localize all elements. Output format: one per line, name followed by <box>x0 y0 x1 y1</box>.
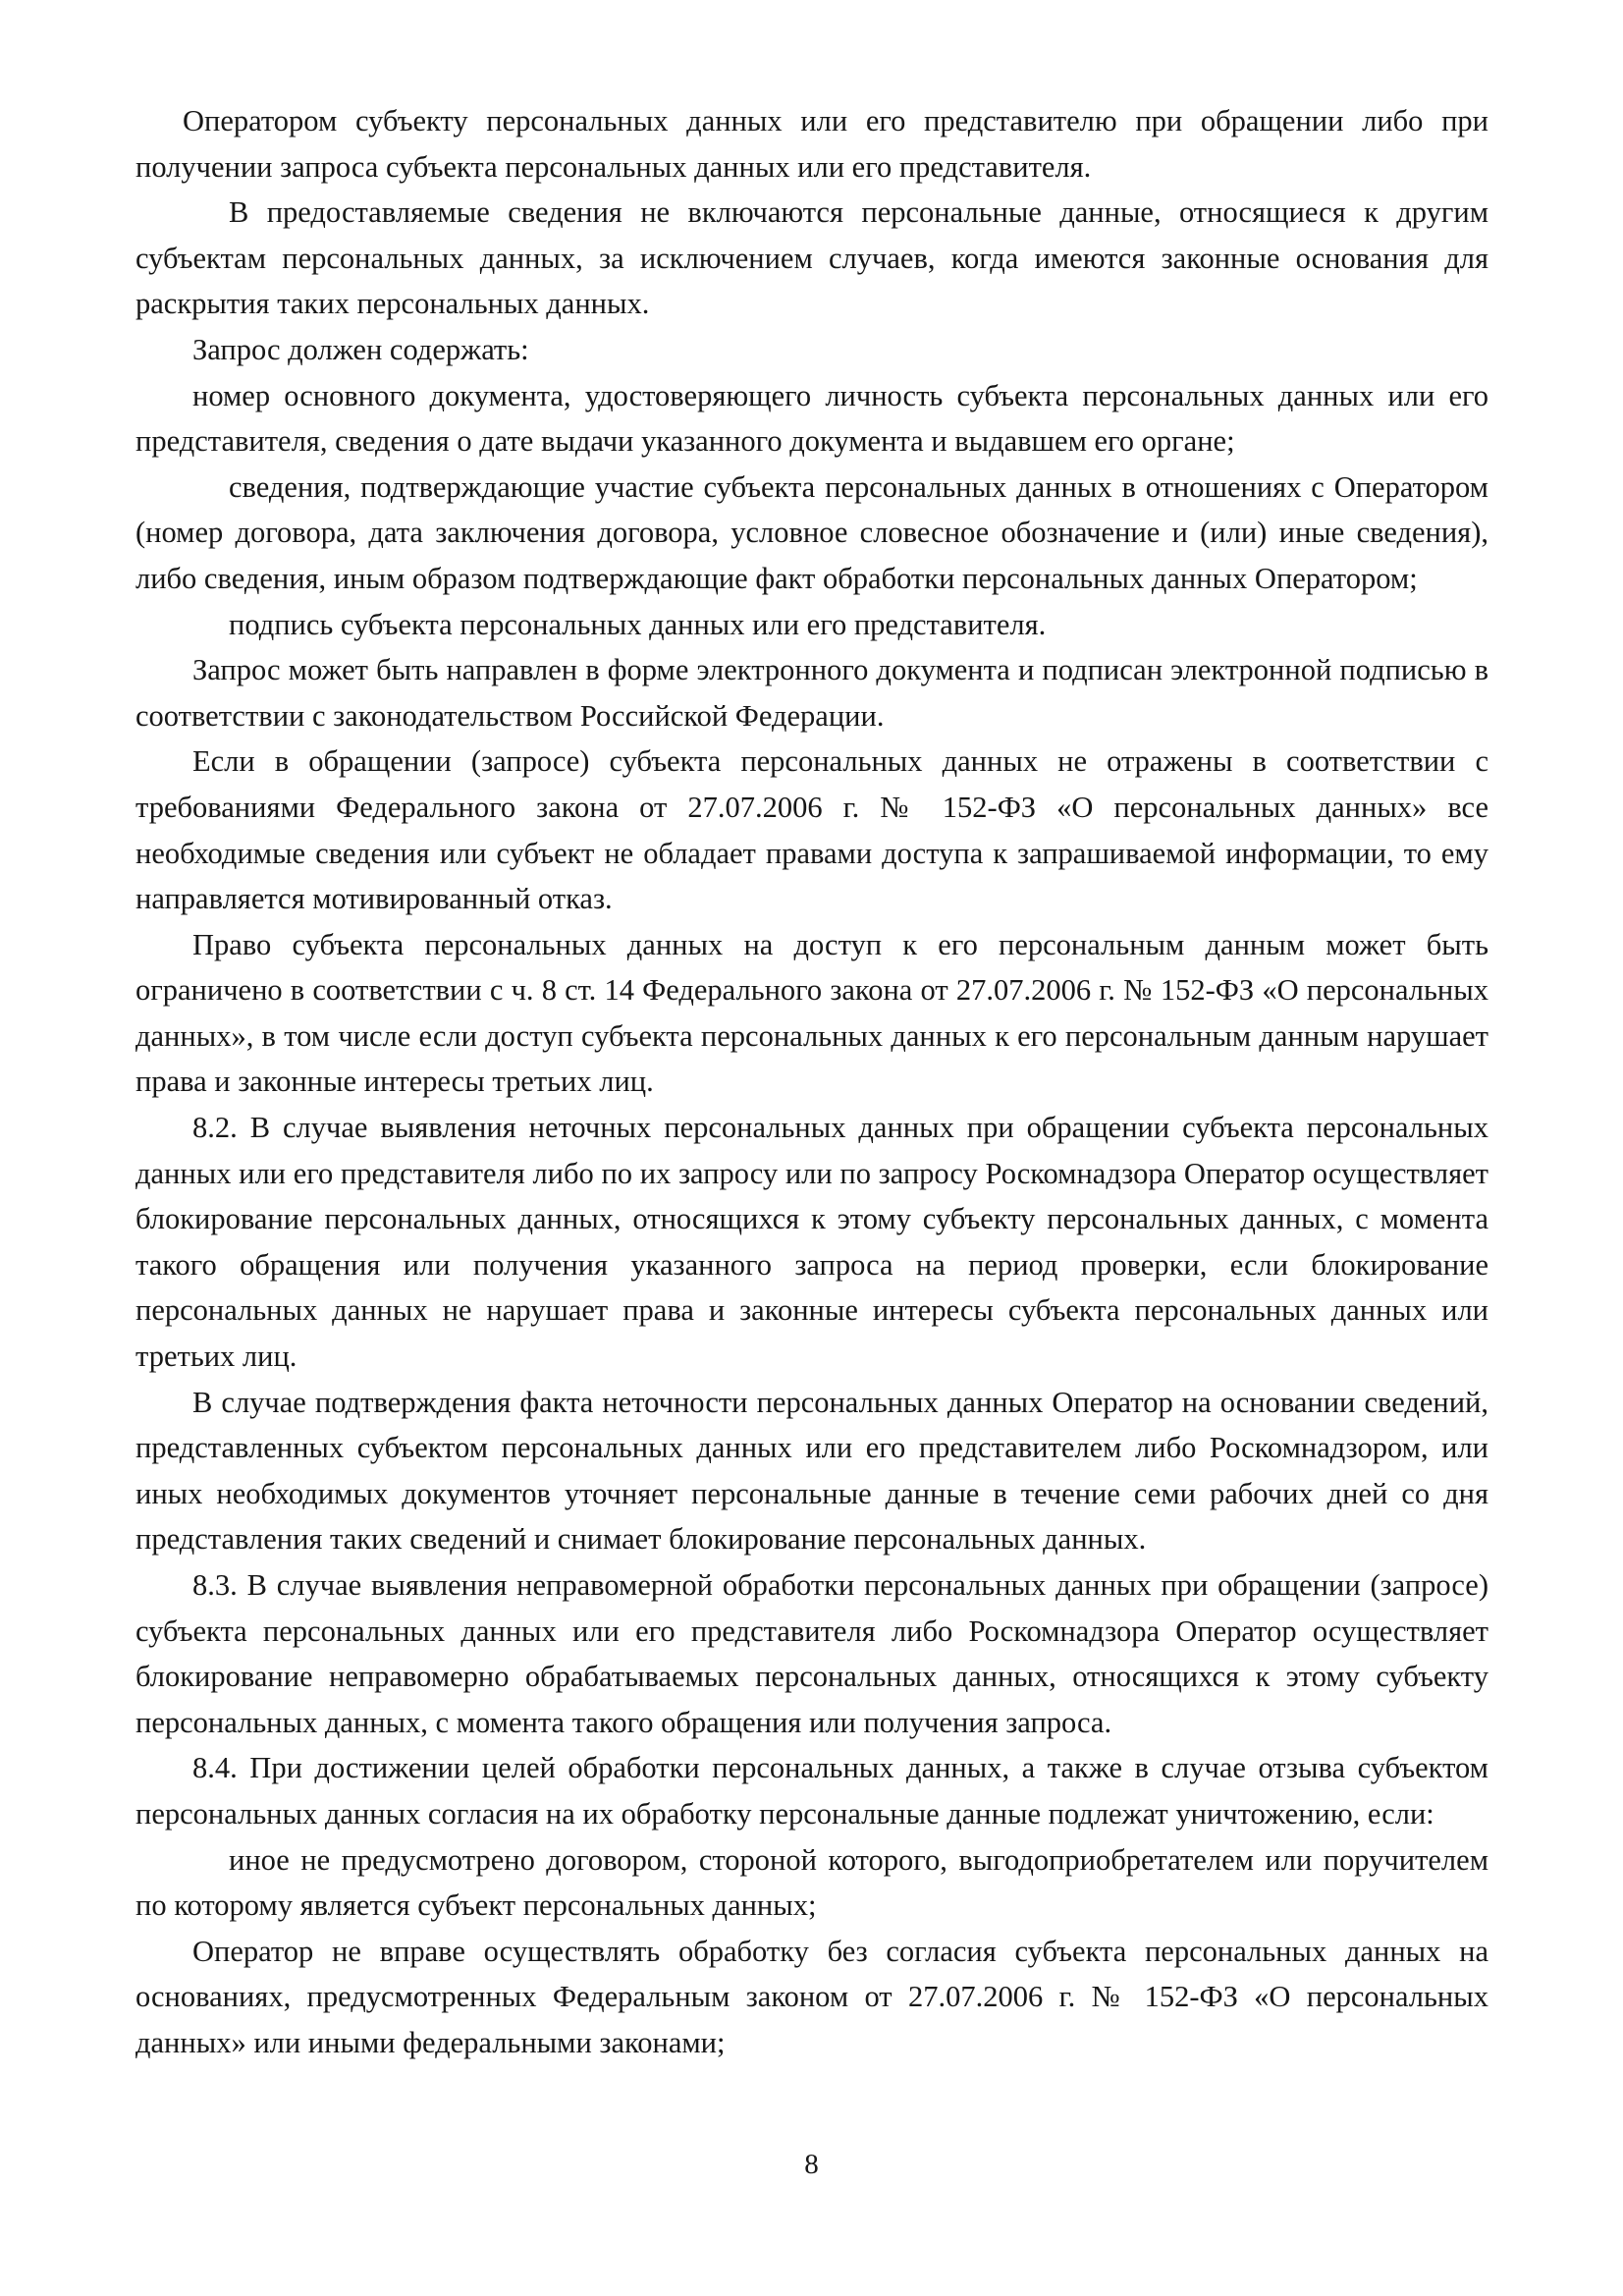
paragraph-access-right-limits: Право субъекта персональных данных на доступ к его персональным данным может быть ограничено в соответствии с ч. 8 ст. 14 Федерального закона от 27.07.2006 г. № 152-ФЗ «О персональных данных», в том числе если доступ субъекта персональных данных к его персональным данным нарушает права и законные интересы третьих лиц. <box>135 927 1488 1099</box>
document-body <box>135 98 1488 2066</box>
paragraph-contract-exception: иное не предусмотрено договором, стороной которого, выгодоприобретателем или поручителем по которому является субъект персональных данных; <box>135 1842 1488 1923</box>
paragraph-confirmation-of-inaccuracy: В случае подтверждения факта неточности персональных данных Оператор на основании сведений, представленных субъектом персональных данных или его представителем либо Роскомнадзором, или иных необходимых документов уточняет персональные данные в течение семи рабочих дней со дня представления таких сведений и снимает блокирование персональных данных. <box>135 1385 1488 1557</box>
paragraph-identity-document-number: номер основного документа, удостоверяющего личность субъекта персональных данных или его представителя, сведения о дате выдачи указанного документа и выдавшем его органе; <box>135 378 1488 459</box>
paragraph-clause-8-3: 8.3. В случае выявления неправомерной обработки персональных данных при обращении (запросе) субъекта персональных данных или его представителя либо Роскомнадзора Оператор осуществляет блокирование неправомерно обрабатываемых персональных данных, относящихся к этому субъекту персональных данных, с момента такого обращения или получения запроса. <box>135 1568 1488 1739</box>
paragraph-no-consent-processing: Оператор не вправе осуществлять обработку без согласия субъекта персональных данных на основаниях, предусмотренных Федеральным законом от 27.07.2006 г. № 152-ФЗ «О персональных данных» или иными федеральными законами; <box>135 1934 1488 2059</box>
paragraph-relationship-confirmation: сведения, подтверждающие участие субъекта персональных данных в отношениях с Оператором (номер договора, дата заключения договора, условное словесное обозначение и (или) иные сведения), либо сведения, иным образом подтверждающие факт обработки персональных данных Оператором; <box>135 469 1488 595</box>
paragraph-provided-info-exclusions: В предоставляемые сведения не включаются персональные данные, относящиеся к другим субъектам персональных данных, за исключением случаев, когда имеются законные основания для раскрытия таких персональных данных. <box>135 195 1488 321</box>
paragraph-electronic-request: Запрос может быть направлен в форме электронного документа и подписан электронной подписью в соответствии с законодательством Российской Федерации. <box>135 653 1488 733</box>
paragraph-signature: подпись субъекта персональных данных или его представителя. <box>229 607 1047 641</box>
paragraph-clause-8-4: 8.4. При достижении целей обработки персональных данных, а также в случае отзыва субъектом персональных данных согласия на их обработку персональные данные подлежат уничтожению, если: <box>135 1751 1488 1831</box>
paragraph-motivated-refusal: Если в обращении (запросе) субъекта персональных данных не отражены в соответствии с требованиями Федерального закона от 27.07.2006 г. № 152-ФЗ «О персональных данных» все необходимые сведения или субъект не обладает правами доступа к запрашиваемой информации, то ему направляется мотивированный отказ. <box>135 744 1488 916</box>
paragraph-request-must-contain: Запрос должен содержать: <box>192 332 529 366</box>
paragraph-operator-subject: Оператором субъекту персональных данных или его представителю при обращении либо при получении запроса субъекта персональных данных или его представителя. <box>135 104 1488 184</box>
paragraph-clause-8-2: 8.2. В случае выявления неточных персональных данных при обращении субъекта персональных данных или его представителя либо по их запросу или по запросу Роскомнадзора Оператор осуществляет блокирование персональных данных, относящихся к этому субъекту персональных данных, с момента такого обращения или получения указанного запроса на период проверки, если блокирование персональных данных не нарушает права и законные интересы субъекта персональных данных или третьих лиц. <box>135 1111 1488 1374</box>
page-number: 8 <box>804 2149 819 2180</box>
